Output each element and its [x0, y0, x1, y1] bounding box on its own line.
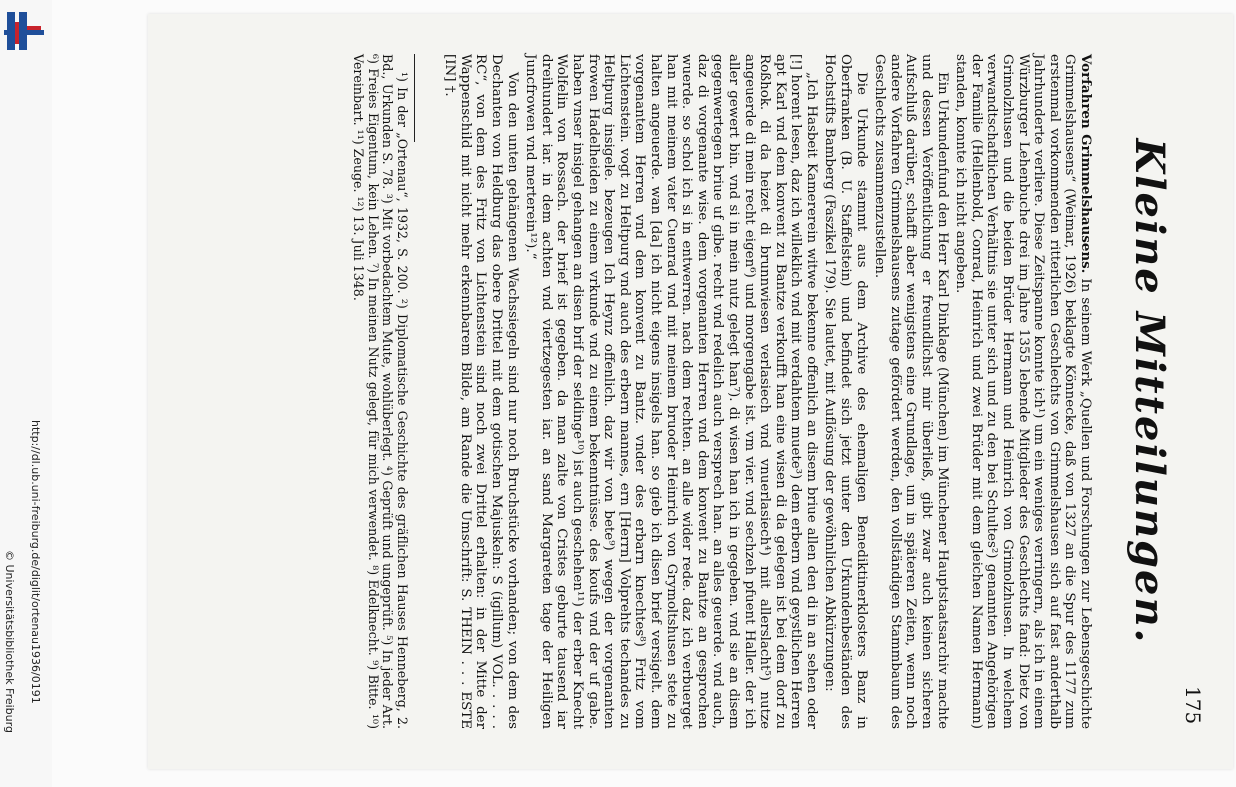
- paragraph: [523, 54, 819, 729]
- page-heading: Kleine Mitteilungen.: [1126, 138, 1173, 645]
- paragraph-text: Ein Urkundenfund den Herr Karl Dinklage (München) im Münchener Hauptstaatsarchiv machte und dessen Veröffentlichung er freundlichst mir überließ, gibt zwar auch keinen sicheren Aufschluß darüber, schafft aber wenigstens eine Grundlage, um in späteren Zeiten, wenn noch andere Vorfahren Grimmelshausens zutage gefördert werden, den vollständigen Stammbaum des Geschlechts zusammenzustellen.: [872, 54, 950, 729]
- source-url-text[interactable]: http://dl.ub.uni-freiburg.de/diglit/ortenau1936/0191: [29, 420, 42, 704]
- copyright-notice: [4, 550, 18, 780]
- paragraph-text: In seinem Werk „Quellen und Forschungen zur Lebensgeschichte Grimmelshausens“ (Weimar, 1926) beklagte Könnecke, daß von 1327 an die Spur des 1177 zum erstenmal vorkommenden ritterlichen Geschlechts von Grimmelshausen sich auf fast anderthalb Jahrhunderte verliere. Diese Zeitspanne konnte ich¹) um ein weniges verringern, als ich in einem Würzburger Lehenbuche drei im Jahre 1355 lebende Mitglieder des Geschlechts fand: Dietz von Grimolzhusen und die beiden Brüder Hermann und Heinrich von Grimolzhusen. In welchem verwandtschaftlichen Verhältnis sie unter sich und zu den bei Schultes²) genannten Angehörigen der Familie (Hellenbold, Conrad, Heinrich und zwei Brüder mit dem gleichen Namen Hermann) standen, konnte ich nicht angeben.: [953, 54, 1093, 729]
- footnotes: [349, 54, 409, 729]
- ub-freiburg-logo-icon[interactable]: [2, 8, 46, 54]
- paragraph-lead: Vorfahren Grimmelshausens.: [1078, 54, 1094, 274]
- scanned-page: [148, 14, 1233, 769]
- copyright-text: © Universitätsbibliothek Freiburg: [3, 550, 16, 733]
- paragraph: [953, 54, 1093, 729]
- paragraph-text: Die Urkunde stammt aus dem Archive des ehemaligen Benediktinerklosters Banz in Oberfranken (B. U. Staffelstein) und befindet sich jetzt unter den Urkundenbeständen des Hochstifts Bamberg (Faszikel 179). Sie lautet, mit Auflösung der gewöhnlichen Abkürzungen:: [822, 54, 869, 729]
- sidebar: [0, 0, 53, 787]
- paragraph-text: Von den unten gehängenen Wachssiegeln sind nur noch Bruchstücke vorhanden; von dem des Dechanten von Heldburg das obere Drittel mit dem gotischen Majuskeln: S (igillum) VOL. . . . . RC“, von dem des Fritz von Lichtenstein sind noch zwei Drittel erhalten: in der Mitte der Wappenschild mit nicht mehr erkennbarem Bilde, am Rande die Umschrift: S. THEIN . . . ESTE [IN] †.: [442, 54, 520, 729]
- page-content: [148, 14, 1233, 769]
- source-url-link[interactable]: [30, 420, 44, 780]
- paragraph: [442, 54, 520, 729]
- page-number: 175: [1181, 686, 1205, 725]
- scan-viewer: [52, 0, 1236, 787]
- footnote-divider: [414, 54, 415, 142]
- article-body: [439, 54, 1093, 729]
- paragraph: [872, 54, 950, 729]
- paragraph-text: „Ich Hasbeit Kamererein witwe bekenne offenlich an disem briue allen den di in an sehen oder [!] horent lesen, daz ich willeklich vnd mit verdahtem muete³) dem erbern vnd geystlichen Herren apt Karl vnd dem konvent zu Bantze verkoufft han eine wisen di da gelegen ist bei dem dorf zu Roßhok. di da heizet di brunnwiesen verlasiech vnd vnuerlasiech⁴) mit allerslacht⁵) nutze angeuerde di mein recht eigen⁶) und morgengabe ist. vm vier. vnd sechzeh pfuent Haller. der ich aller gewert bin. vnd si in mein nutz gelegt han⁷). di wisen han ich in gegeben. vnd sie an disem gegenwertegen briue uf gibe. recht vnd redelich auch versprech han. an alles geuerde. vnd auch, daz di vorgenante wise. dem vorgenanten Herren vnd dem konvent zu Bantze an gesprochen wuerde. so schol ich si in entwerren. nach dem rechten. an alle wider rede. daz ich verbuerget han mit meinem vater Cuenrad vnd mit meinem bruoder Heinrich von Grymoltshusen stete zu halten angeuerde. wan [da] ich nicht eigens insigels han. so gieb ich disen brief versigelt. dem vorgenantem Herren vnd dem konvent zu Bantz. vnder des erbarn knechtes⁸) Fritz vom Lichtenstein. vogt zu Heltpurg vnd auch des erbern mannes, ern [Herrn] Volprehts techandes zu Heltpurg insigele. bezeugen Ich Heynz offenlich. daz wir von bete⁹) wegen der vorgenanten frowen Hadelheiden zu einem vrkunde vnd zu einem bekenntnüsse. des kouf̄s vnd der uf gabe. haben vnser insigel gehangen an disen brif der seldinge¹⁰) ist auch geschehen¹¹) der erber Knecht Wolfelin von Rossach. der brief ist gegeben. da man zalte von Cristes geburte tausend iar dreihundert iar. in dem achten vnd viertzegesten iar. an sand Margareten tage der Heiligen Juncfrowen vnd merterein¹²).“: [523, 54, 819, 729]
- footnote: ¹) In der „Ortenau“, 1932, S. 200. ²) Diplomatische Geschichte des gräflichen Hauses Henneberg, 2. Bd., Urkunden S. 78. ³) Mit vorbedachtem Mute, wohlüberlegt. ⁴) Geprüft und ungeprüft. ⁵) In jeder Art. ⁶) Freies Eigentum, kein Lehen. ⁷) In meinen Nutz gelegt, für mich verwendet. ⁸) Edelknecht. ⁹) Bitte. ¹⁰) Vereinbart. ¹¹) Zeuge. ¹²) 13. Juli 1348.: [351, 54, 410, 729]
- paragraph: [822, 54, 869, 729]
